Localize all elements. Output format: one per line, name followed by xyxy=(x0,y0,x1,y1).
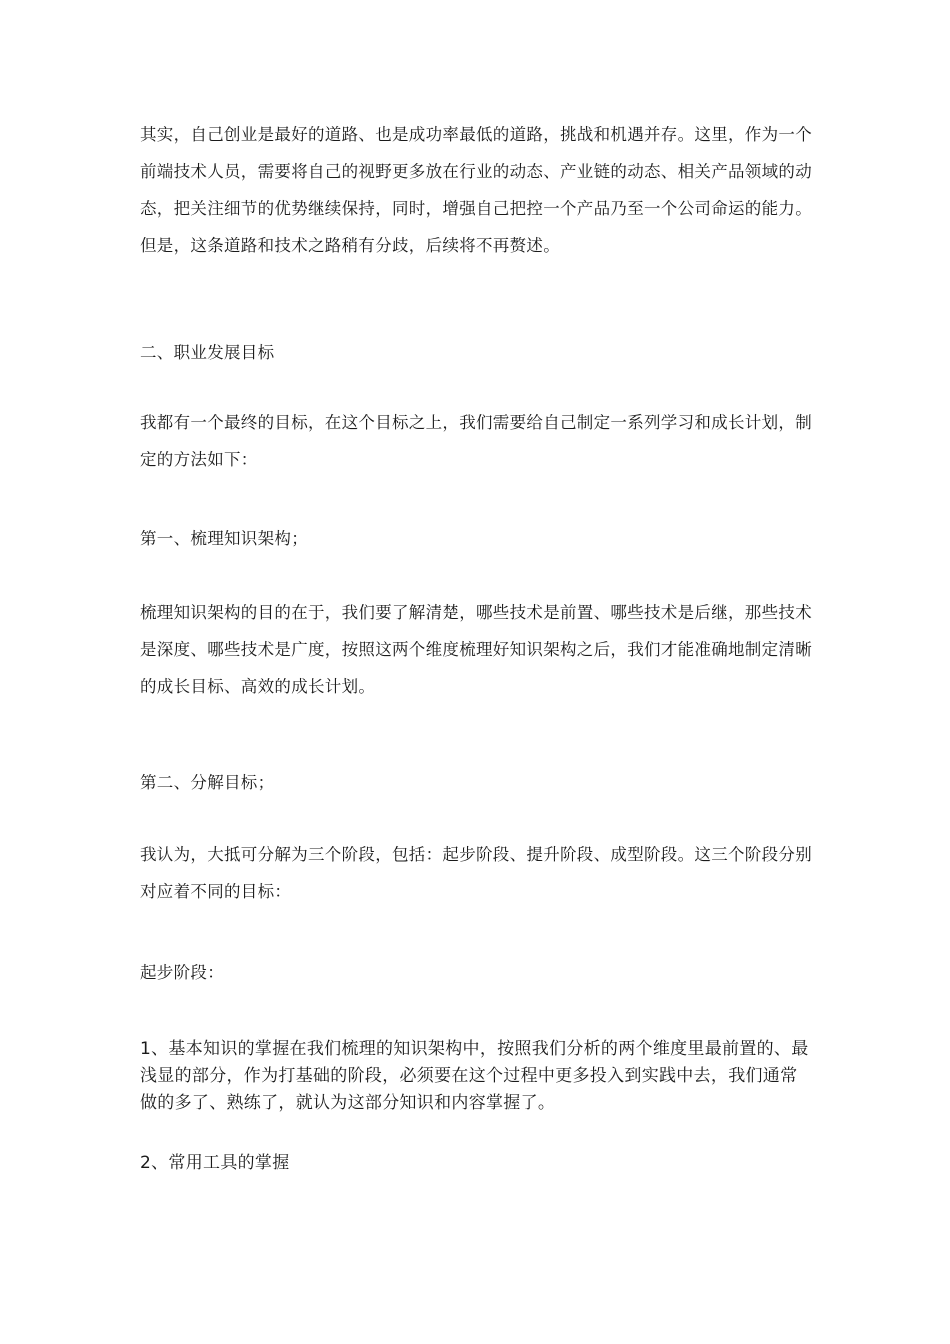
subheading-knowledge-architecture: 第一、梳理知识架构； xyxy=(140,529,308,548)
subheading-decompose-goals: 第二、分解目标； xyxy=(140,773,275,792)
section-heading-career-goals: 二、职业发展目标 xyxy=(140,343,275,362)
list-item-common-tools: 2、常用工具的掌握 xyxy=(140,1153,290,1173)
paragraph-entrepreneurship: 其实，自己创业是最好的道路、也是成功率最低的道路，挑战和机遇并存。这里，作为一个前端技术人员，需要将自己的视野更多放在行业的动态、产业链的动态、相关产品领域的动态，把关注细节的优势继续保持，同时，增强自己把控一个产品乃至一个公司命运的能力。但是，这条道路和技术之路稍有分歧，后续将不再赘述。 xyxy=(140,125,812,255)
subheading-starting-stage: 起步阶段： xyxy=(140,963,224,982)
paragraph-goal-intro: 我都有一个最终的目标，在这个目标之上，我们需要给自己制定一系列学习和成长计划，制定的方法如下： xyxy=(140,413,812,469)
paragraph-knowledge-architecture: 梳理知识架构的目的在于，我们要了解清楚，哪些技术是前置、哪些技术是后继，那些技术是深度、哪些技术是广度，按照这两个维度梳理好知识架构之后，我们才能准确地制定清晰的成长目标、高效的成长计划。 xyxy=(140,603,812,696)
paragraph-three-stages: 我认为，大抵可分解为三个阶段，包括：起步阶段、提升阶段、成型阶段。这三个阶段分别对应着不同的目标： xyxy=(140,845,812,901)
list-item-basic-knowledge: 1、基本知识的掌握在我们梳理的知识架构中，按照我们分析的两个维度里最前置的、最浅显的部分，作为打基础的阶段，必须要在这个过程中更多投入到实践中去，我们通常做的多了、熟练了，就认为这部分知识和内容掌握了。 xyxy=(140,1039,809,1113)
